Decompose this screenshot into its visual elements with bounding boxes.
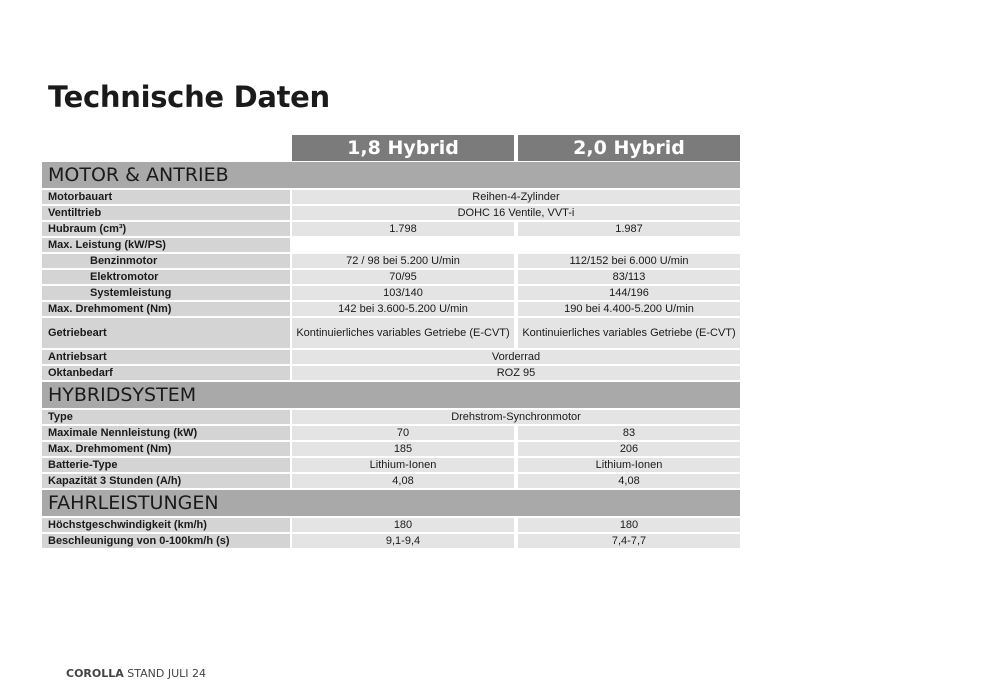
row-value: Kontinuierliches variables Getriebe (E-CVT) xyxy=(292,318,514,348)
table-row xyxy=(42,426,740,440)
row-value: 7,4-7,7 xyxy=(518,534,740,548)
table-row xyxy=(42,518,740,532)
row-label: Elektromotor xyxy=(42,270,290,284)
row-label: Ventiltrieb xyxy=(42,206,290,220)
table-row xyxy=(42,350,740,364)
table-row xyxy=(42,534,740,548)
row-value: Vorderrad xyxy=(292,350,740,364)
row-value: Drehstrom-Synchronmotor xyxy=(292,410,740,424)
row-label: Hubraum (cm³) xyxy=(42,222,290,236)
row-label: Max. Drehmoment (Nm) xyxy=(42,442,290,456)
row-label: Batterie-Type xyxy=(42,458,290,472)
row-value: 206 xyxy=(518,442,740,456)
table-row xyxy=(42,458,740,472)
row-value: 103/140 xyxy=(292,286,514,300)
column-header-2-0-hybrid: 2,0 Hybrid xyxy=(518,135,740,161)
row-label: Maximale Nennleistung (kW) xyxy=(42,426,290,440)
row-value: Lithium-Ionen xyxy=(292,458,514,472)
row-label: Benzinmotor xyxy=(42,254,290,268)
table-row xyxy=(42,190,740,204)
table-row xyxy=(42,254,740,268)
row-value: 4,08 xyxy=(518,474,740,488)
section-header-fahrleistungen: FAHRLEISTUNGEN xyxy=(42,490,740,516)
row-value: 72 / 98 bei 5.200 U/min xyxy=(292,254,514,268)
row-value: 70 xyxy=(292,426,514,440)
row-value: 144/196 xyxy=(518,286,740,300)
row-label: Höchstgeschwindigkeit (km/h) xyxy=(42,518,290,532)
table-row xyxy=(42,206,740,220)
table-row xyxy=(42,222,740,236)
row-value: 1.798 xyxy=(292,222,514,236)
row-value: 4,08 xyxy=(292,474,514,488)
table-row xyxy=(42,302,740,316)
table-row xyxy=(42,270,740,284)
table-row xyxy=(42,474,740,488)
table-row xyxy=(42,366,740,380)
row-value: 9,1-9,4 xyxy=(292,534,514,548)
row-value: 180 xyxy=(292,518,514,532)
row-value: 1.987 xyxy=(518,222,740,236)
row-label: Systemleistung xyxy=(42,286,290,300)
row-value: DOHC 16 Ventile, VVT-i xyxy=(292,206,740,220)
row-label: Max. Leistung (kW/PS) xyxy=(42,238,290,252)
row-value: 83/113 xyxy=(518,270,740,284)
table-row xyxy=(42,410,740,424)
table-row xyxy=(42,318,740,348)
row-value: 180 xyxy=(518,518,740,532)
footer-text: STAND JULI 24 xyxy=(127,667,207,680)
row-label: Beschleunigung von 0-100km/h (s) xyxy=(42,534,290,548)
row-label: Antriebsart xyxy=(42,350,290,364)
row-label: Kapazität 3 Stunden (A/h) xyxy=(42,474,290,488)
section-header-motor-antrieb: MOTOR & ANTRIEB xyxy=(42,162,740,188)
row-value: Reihen-4-Zylinder xyxy=(292,190,740,204)
row-value: 185 xyxy=(292,442,514,456)
row-value: 112/152 bei 6.000 U/min xyxy=(518,254,740,268)
header-spacer xyxy=(42,135,292,161)
page-title: Technische Daten xyxy=(48,80,330,114)
column-header-row xyxy=(42,135,740,161)
footer-brand: COROLLA xyxy=(66,667,124,680)
row-value: 83 xyxy=(518,426,740,440)
row-value: 142 bei 3.600-5.200 U/min xyxy=(292,302,514,316)
page-footer xyxy=(66,667,206,680)
row-value: Lithium-Ionen xyxy=(518,458,740,472)
row-value: Kontinuierliches variables Getriebe (E-CVT) xyxy=(518,318,740,348)
row-label: Type xyxy=(42,410,290,424)
table-row xyxy=(42,238,740,252)
table-row xyxy=(42,442,740,456)
row-label: Getriebeart xyxy=(42,318,290,348)
spec-table xyxy=(42,135,740,550)
row-label: Max. Drehmoment (Nm) xyxy=(42,302,290,316)
row-label: Oktanbedarf xyxy=(42,366,290,380)
row-value: 190 bei 4.400-5.200 U/min xyxy=(518,302,740,316)
row-value xyxy=(292,238,740,252)
row-value: 70/95 xyxy=(292,270,514,284)
table-row xyxy=(42,286,740,300)
row-label: Motorbauart xyxy=(42,190,290,204)
row-value: ROZ 95 xyxy=(292,366,740,380)
column-header-1-8-hybrid: 1,8 Hybrid xyxy=(292,135,514,161)
section-header-hybridsystem: HYBRIDSYSTEM xyxy=(42,382,740,408)
